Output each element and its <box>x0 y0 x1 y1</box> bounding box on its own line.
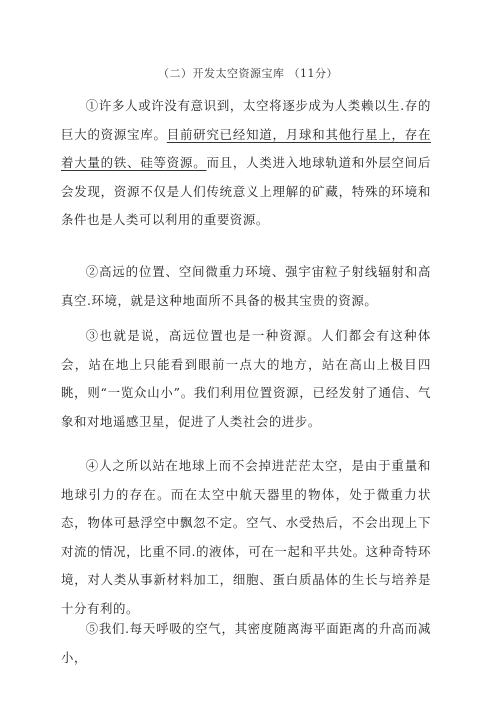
paragraph-5-text: ⑤我们.每天呼吸的空气，其密度随离海平面距离的升高而减小， <box>61 621 431 665</box>
paragraph-1-underlined-sentence: 目前研究已经知道，月球和其他行星上，存在着大量的铁、硅等资源。 <box>61 126 431 171</box>
paragraph-5 <box>61 615 431 672</box>
paragraph-3-text: ③也就是说，高远位置也是一种资源。人们都会有这种体会，站在地上只能看到眼前一点大的地方，站在高山上极目四眺，则“一览众山小”。我们利用位置资源，已经发射了通信、气象和对地遥感卫星，促进了人类社会的进步。 <box>61 328 431 429</box>
paragraph-1-text-1: ①许多人或许没有意识到，太空将逐步成为人类赖以生.存的巨大的资源宝库。 <box>61 98 431 142</box>
section-title: （二）开发太空资源宝库 （11分） <box>158 67 338 80</box>
paragraph-1 <box>61 92 431 235</box>
paragraph-2 <box>61 258 431 315</box>
paragraph-3 <box>61 322 431 436</box>
paragraph-4-text: ④人之所以站在地球上而不会掉进茫茫太空，是由于重量和地球引力的存在。而在太空中航天器里的物体，处于微重力状态，物体可悬浮空中飘忽不定。空气、水受热后，不会出现上下对流的情况，比重不同.的液体，可在一起和平共处。这种奇特环境，对人类从事新材料加工，细胞、蛋白质晶体的生长与培养是十分有利的。 <box>61 458 431 616</box>
paragraph-1-text-2: 而且，人类进入地球轨道和外层空间后会发现，资源不仅是人们传统意义上理解的矿藏，特殊的环境和条件也是人类可以利用的重要资源。 <box>61 155 431 228</box>
paragraph-2-text: ②高远的位置、空间微重力环境、强宇宙粒子射线辐射和高真空.环境，就是这种地面所不具备的极其宝贵的资源。 <box>61 264 431 308</box>
paragraph-4 <box>61 452 431 624</box>
